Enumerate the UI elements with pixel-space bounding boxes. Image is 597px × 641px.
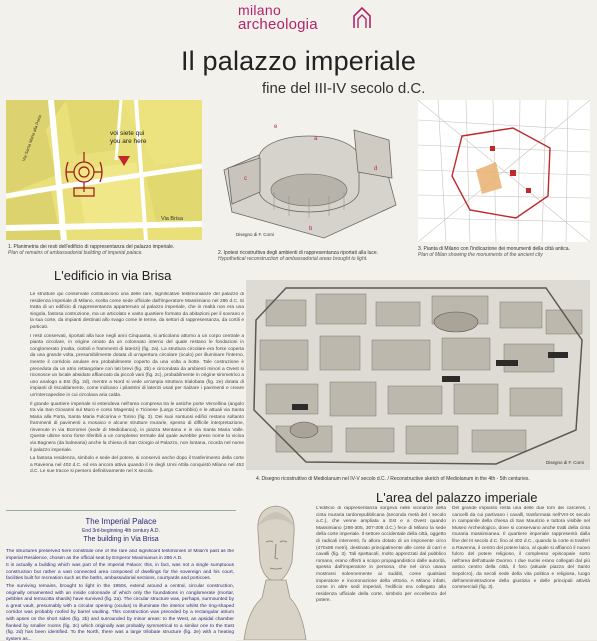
plan-map-figure	[6, 100, 202, 240]
english-p1: The structures preserved here constitute one of the rare and significant testimonies of Milan's past as the imperial Residence, chosen as the official seat by Emperor Maximianus in 286 A.D.	[6, 549, 234, 561]
figure-1-caption-it: 1. Planimetria dei resti dell'edificio di rappresentanza del palazzo imperiale.	[8, 244, 175, 250]
english-body	[6, 549, 234, 641]
english-subtitle: End 3rd-beginning 4th century A.D.	[82, 528, 160, 534]
section-building-body	[30, 292, 244, 504]
english-p3: The surviving remains, brought to light in the 1950s, extend around a central, circular construction, originally ornamented with an inside colonnade of which only the foundations in conglomerate (mortar, pebbles and terracotta shards) have survived (fig. 2a). The circular structure was, perhaps, surmounted by a great vault, presumably with a circular opening (oculus) to illuminate the interior whilst the ring-shaped corridor was probably roofed by barrel vaulting. This construction was preceded by a rectangular atrium with apses on the short sides (fig. 2b) and surrounded by minor areas: to the West, an apsidal chamber flanked by smaller rooms (fig. 2c) which originally was probably symmetrical to a similar one to the East (fig. 2d) has been identified. To the North, there was a large trilobate structure (fig. 2e) with a heating system as...	[6, 583, 234, 641]
svg-text:a: a	[314, 136, 318, 142]
figure-1-caption	[8, 244, 208, 256]
svg-text:d: d	[374, 166, 378, 172]
figure-2-caption-en: Hypothetical reconstruction of ambassadorial areas brought to light.	[218, 256, 368, 262]
section-palace-area-col2: Del grande impianto resta una delle due torri dei carceres, i cancelli da cui partivano i cavalli, trasformata nell'VIII-IX secolo in campanile della chiesa di San Maurizio e tuttora visibile nel Museo Archeologico, dove si conservano anche tratti della cinta muraria massimianea. Il quartiere imperiale rappresentò dalla fine del III secolo d.C. fino al 402 d.C., quando la corte si trasferì a Ravenna, il centro del potere laico, al quale si affiancò il nuovo fulcro del potere religioso, il complesso episcopale sorto nell'area dell'attuale Duomo. I due nuclei erano collegati dal più antico centro della città, il foro (attuale piazza del Santo Sepolcro), da secoli sede della vita politica e religiosa, luogo dell'amministrazione della giustizia e delle principali attività commerciali (fig. 3).	[452, 506, 590, 591]
section-building-p2: I resti conservati, riportati alla luce negli anni Cinquanta, si articolano attorno a un corpo centrale a pianta circolare, in origine ornato da un colonnato interno del quale restano le fondazioni in conglomerato (malta, ciottoli e frammenti di laterizi) (fig. 2a). La struttura circolare era forse coperta da una grande volta, presumibilmente dotata di un'apertura circolare (oculo) per illuminare l'interno, mentre il corridoio anulare era probabilmente coperto da una volta a botte. Tale costruzione è preceduta da un atrio rettangolare con lati brevi (fig. 2b) e circondata da ambienti minori a Ovest si riconosce un locale absidato affiancato da piccoli vani (fig. 2c), probabilmente in origine simmetrico a uno analogo a Est (fig. 2d), mentre a Nord si vede un'ampia struttura trialobata (fig. 2e) dotata di impianti di riscaldamento, come indicano i pilastrini di laterizi usati per rialzare i pavimenti e creare un'intercapedine in cui circolava aria calda.	[30, 333, 244, 398]
reconstruction-illustration	[214, 100, 406, 248]
english-p2: It is actually a building which was part of the imperial Palace; this, in fact, was not a single sumptuous construction but rather a vast connected area composed of dwellings for the sovereign and his court, facilities built for recreation such as the baths, ambassadorial sections, courtyards and porticoes.	[6, 563, 234, 582]
section-building-p1: Le strutture qui conservate costituiscono una delle rare, significative testimonianze del palazzo di residenza imperiale di Milano, scelta come sede ufficiale dall'imperatore Massimiano nel 286 d.C. Si tratta di un edificio di rappresentanza appartenuto al palazzo imperiale, che in realtà non era una singola, fastosa costruzione, ma un articolato e vasto quartiere formato da abitazioni per il sovrano e la sua corte, da impianti destinati allo svago come le terme, da settori di rappresentanza, da cortili e porticati.	[30, 292, 244, 330]
svg-text:c: c	[244, 176, 247, 182]
english-translation-block	[6, 510, 236, 641]
street-via-brisa: Via Brisa	[161, 216, 183, 222]
logo-line-1: milano	[238, 2, 282, 18]
figure-2-caption-it: 2. Ipotesi ricostruttiva degli ambienti di rappresentanza riportati alla luce.	[218, 250, 379, 256]
emperor-bust-illustration	[240, 502, 310, 640]
section-building-p3: Il grande quartiere imperiale si estendeva nell'area compresa tra le antiche porte Vercellina (angolo tra via San Giovanni sul Muro e corso Magenta) e Ticinese (Largo Carrobbio) e le attuali via Santa Maria alla Porta, Santa Maria Fulcorina e Torino (fig. 3). Dei suoi sontuosi edifici restano soltanto frammenti di pavimenti a mosaico e alcune strutture murarie, spesso di difficile interpretazione, rinvenute in via Borromei (sede di Mediobanca), in piazza Mentana e in via Santa Maria Valle. Queste ultime sono forse riferibili a un complesso termale dal quale avrebbe preso nome la vicina via Bagnera (da balnearia) anche la chiesa di San Giorgio al Palazzo, non lontana, ricorda nel nome il palazzo imperiale.	[30, 401, 244, 453]
page-subtitle: fine del III-IV secolo d.C.	[262, 80, 426, 97]
english-heading-building: The building in Via Brisa	[83, 536, 159, 543]
mediolanum-sketch-figure	[246, 280, 590, 470]
english-title: The Imperial Palace	[85, 517, 157, 526]
figure-4-caption: 4. Disegno ricostruttivo di Mediolanum nel IV-V secolo d.C. / Reconstructive sketch of Mediolanum in the 4th - 5th centuries.	[256, 476, 530, 482]
milano-archeologia-logo	[238, 2, 373, 34]
figure-1-caption-en: Plan of remains of ambassadorial building of imperial palace.	[8, 250, 143, 256]
emperor-bust-figure	[240, 502, 310, 640]
milan-city-plan-figure	[418, 100, 590, 242]
figure-3-caption-en: Plan of Milan showing the monuments of the ancient city	[418, 252, 543, 258]
section-palace-area-title: L'area del palazzo imperiale	[376, 490, 538, 505]
section-building-p4: La fastosa residenza, simbolo e sede del potere, si conservò anche dopo il trasferimento della corte a Ravenna nel 402 d.C. ed era ancora attiva quando il re degli Unni Attila conquistò Milano nel 452 d.C. Le sue tracce si persero definitivamente nel X secolo.	[30, 456, 244, 475]
figure-3-caption-it: 3. Pianta di Milano con l'indicazione dei monumenti della città antica.	[418, 246, 570, 252]
you-are-here-label: voi siete qui you are here	[110, 130, 147, 145]
svg-text:b: b	[309, 226, 313, 232]
logo-line-2: archeologia	[238, 16, 318, 33]
figure-4-credit: Disegno di F. Corni	[546, 460, 585, 465]
section-palace-area-col1: L'edificio di rappresentanza sorgeva nelle vicinanze della cinta muraria tardorepubblicana (seconda metà del I secolo a.C.), che venne ampliata a Est e a Ovest quando Massimiano (286-305, 307-308 d.C.) fece di Milano la sede della corte imperiale. Il settore occidentale della città, oggetto di radicali interventi, fu allora dotato di un imponente circo (470x86 metri), destinato principalmente alle corse di carri e cavalli (fig. 3). Tali spettacoli, molto apprezzati dal pubblico romano, erano offerti a scopo propagandistico dalle autorità, spesso dall'imperatore in persona, che nel circo usava mostrarsi solennemente ai sudditi, come qualsiasi imperatore e incoronazione della vittoria. A Milano infatti, come in altre sedi imperiali, l'edificio era collegato alla residenza ufficiale della corte, simbolo per eccellenza del potere.	[316, 506, 446, 604]
figure-2-credit: Disegno di F. Corni	[236, 232, 275, 237]
page-title: Il palazzo imperiale	[180, 46, 417, 76]
reconstruction-drawing-figure	[214, 100, 406, 248]
svg-text:e: e	[274, 124, 278, 130]
mediolanum-illustration	[246, 280, 590, 470]
street-santa-maria: Via Santa Maria alla Porta	[21, 114, 43, 162]
city-plan-illustration	[418, 100, 590, 242]
logo-mark-icon	[352, 6, 372, 30]
figure-2-caption	[218, 250, 414, 262]
figure-3-caption	[418, 246, 590, 258]
section-building-title: L'edificio in via Brisa	[54, 268, 172, 283]
